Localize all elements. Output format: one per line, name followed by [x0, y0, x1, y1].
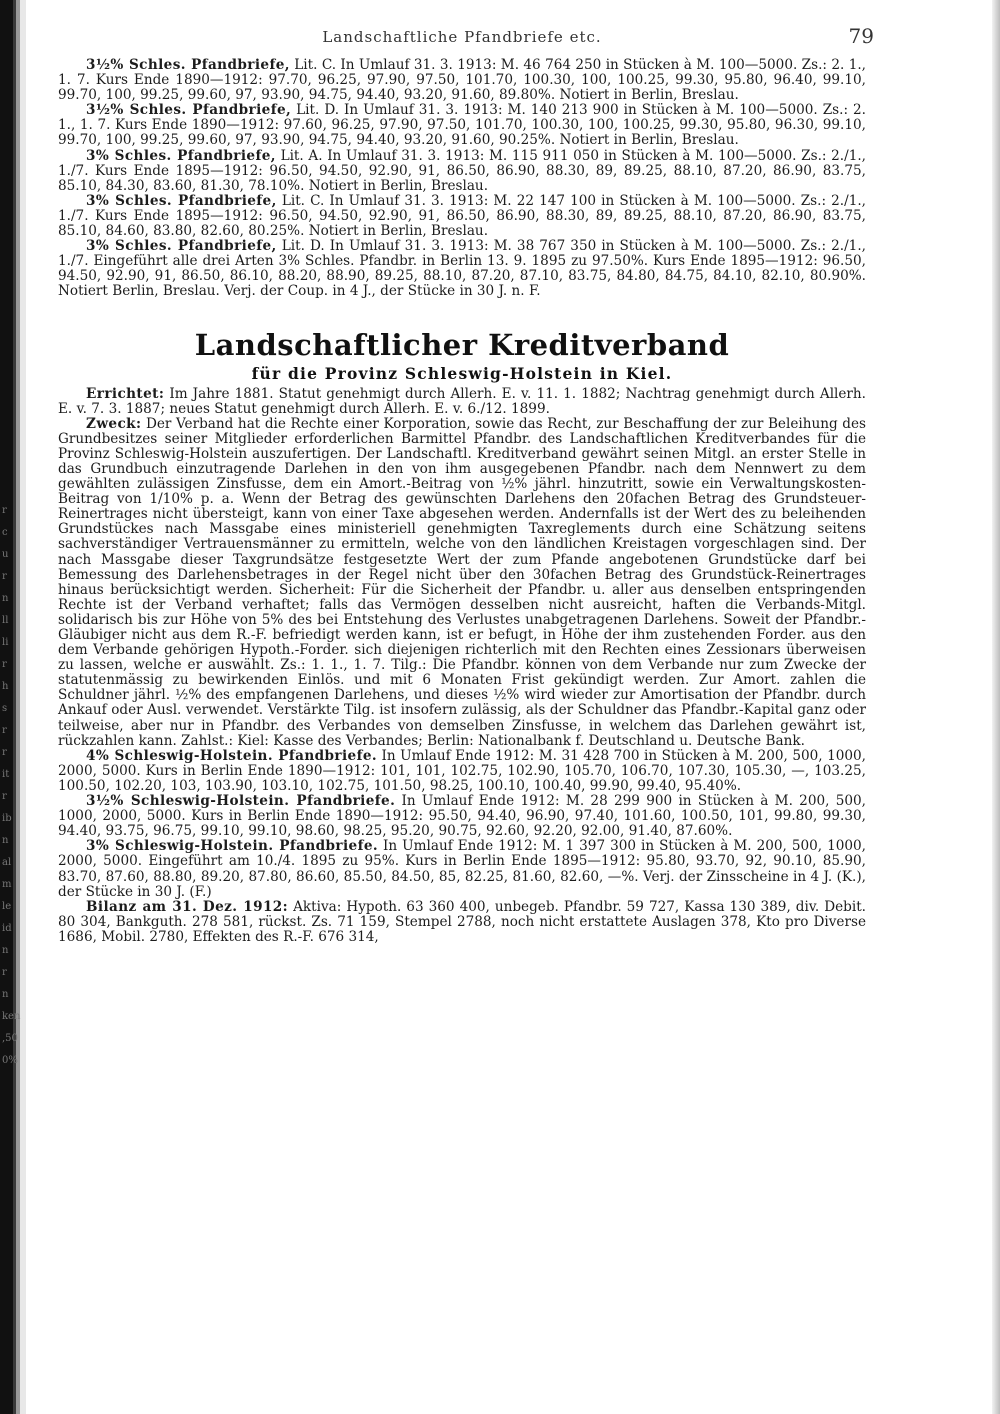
gutter-fragment: r: [2, 967, 7, 978]
paragraph-text: Der Verband hat die Rechte einer Korporation, sowie das Recht, zur Beschaffung der zur Beleihung des Grundbesitzes seiner Mitglieder erforderlichen Barmittel Pfandbr. des Landschaftlichen Kreditverbandes für die Provinz Schleswig-Holstein auszufertigen. Der Landschaftl. Kreditverband gewährt seinen Mitgl. an erster Stelle in das Grundbuch einzutragende Darlehen in den von ihm ausgegebenen Pfandbr. nach dem Nennwert zu dem gewählten zulässigen Zinsfusse, dem ein Amort.-Beitrag von ½% jährl. hinzutritt, sowie ein Verwaltungskosten-Beitrag von 1/10% p. a. Wenn der Betrag des gewünschten Darlehens den 20fachen Betrag des Grundsteuer-Reinertrages nicht übersteigt, kann von einer Taxe abgesehen werden. Andernfalls ist der Wert des zu beleihenden Grundstückes nach Massgabe eines ministeriell genehmigten Taxreglements durch eine Schätzung seitens sachverständiger Vertrauensmänner zu ermitteln, welche von den ländlichen Kreistagen vorgeschlagen sind. Der nach Massgabe dieser Taxgrundsätze festgesetzte Wert der zum Pfande angebotenen Grundstücke darf bei Bemessung des Darlehensbetrages in der Regel nicht über den 30fachen Betrag des Grundstück-Reinertrages hinaus berücksichtigt werden. Sicherheit: Für die Sicherheit der Pfandbr. u. aller aus denselben entspringenden Rechte ist der Verband verhaftet; falls das Vermögen desselben nicht ausreicht, haften die Verbands-Mitgl. solidarisch bis zur Höhe von 5% des bei Entstehung des Verlustes unabgetragenen Darlehens. Soweit der Pfandbr.-Gläubiger nicht aus dem R.-F. befriedigt werden kann, ist er befugt, in Höhe der ihm zustehenden Forder. aus den dem Verbande gehörigen Hypoth.-Forder. sich diejenigen richterlich mit den Rechten eines Zessionars überweisen zu lassen, welche er auswählt. Zs.: 1. 1., 1. 7. Tilg.: Die Pfandbr. können von dem Verbande nur zum Zwecke der statutenmässig zu bewirkenden Einlös. und mit 6 Monaten Frist gekündigt werden. Zur Amort. zahlen die Schuldner jährl. ½% des empfangenen Darlehens, und dieses ½% wird wieder zur Amortisation der Pfandbr. durch Ankauf oder Ausl. verwendet. Verstärkte Tilg. ist insofern zulässig, als der Schuldner das Pfandbr.-Kapital ganz oder teilweise, aber nur in Pfandbr. des Verbandes von demselben Zinsfusse, in welchem das Darlehen gewährt ist, rückzahlen kann. Zahlst.: Kiel: Kasse des Verbandes; Berlin: Nationalbank f. Deutschland u. Deutsche Bank.: [58, 415, 866, 749]
gutter-fragments: [0, 500, 28, 1400]
entry-body: In Umlauf Ende 1912: M. 28 299 900 in Stücken à M. 200, 500, 1000, 2000, 5000. Kurs in Berlin Ende 1890—1912: 95.50, 94.40, 96.90, 97.40, 101.60, 100.50, 101, 99.80, 99.30, 94.40, 93.75, 96.75, 99.10, 99.10, 98.60, 98.25, 95.20, 90.75, 92.60, 92.20, 92.00, 91.40, 87.60%.: [58, 793, 866, 840]
gutter-fragment: n: [2, 945, 9, 956]
gutter-fragment: r: [2, 505, 7, 516]
gutter-fragment: ken: [2, 1011, 21, 1022]
entry-body: In Umlauf Ende 1912: M. 31 428 700 in Stücken à M. 200, 500, 1000, 2000, 5000. Kurs in Berlin Ende 1890—1912: 101, 101, 102.75, 102.90, 105.70, 106.70, 107.30, 105.30, —, 103.25, 100.50, 102.20, 103, 103.90, 103.10, 102.75, 101.50, 98.25, 100.10, 100.40, 99.90, 99.40, 95.40%.: [58, 747, 866, 794]
gutter-fragment: it: [2, 769, 10, 780]
running-title: Landschaftliche Pfandbriefe etc.: [322, 28, 602, 46]
gutter-fragment: s: [2, 703, 8, 714]
entry-body: Lit. C. In Umlauf 31. 3. 1913: M. 46 764 250 in Stücken à M. 100—5000. Zs.: 2. 1., 1. 7. Kurs Ende 1890—1912: 97.70, 96.25, 97.90, 97.50, 101.70, 100.30, 100, 100.25, 99.30, 95.80, 96.40, 99.10, 99.70, 100, 99.25, 99.60, 97, 93.90, 94.75, 94.40, 93.20, 91.60, 89.80%. Notiert in Berlin, Breslau.: [58, 57, 867, 104]
page-header: [58, 24, 874, 58]
gutter-fragment: n: [2, 989, 9, 1000]
gutter-fragment: r: [2, 659, 7, 670]
gutter-fragment: u: [2, 549, 9, 560]
bond-entry: [58, 839, 866, 899]
entry-title: 4% Schleswig-Holstein. Pfandbriefe.: [86, 747, 378, 764]
gutter-fragment: 0%: [2, 1055, 18, 1066]
gutter-fragment: id: [2, 923, 12, 934]
bond-entry: [58, 794, 866, 839]
page-edge-shadow: [992, 0, 1000, 1414]
document-page: [58, 24, 874, 945]
bond-entry: [58, 194, 866, 239]
gutter-fragment: r: [2, 791, 7, 802]
entry-title: 3% Schles. Pfandbriefe,: [86, 192, 277, 209]
paragraph-purpose: [58, 417, 866, 749]
section-title: Landschaftlicher Kreditverband: [194, 327, 730, 362]
entry-body: Lit. A. In Umlauf 31. 3. 1913: M. 115 911 050 in Stücken à M. 100—5000. Zs.: 2./1., 1./7. Kurs Ende 1895—1912: 96.50, 94.50, 92.90, 91, 86.50, 86.90, 88.30, 89, 89.25, 88.10, 87.20, 86.90, 83.75, 85.10, 84.30, 83.60, 81.30, 78.10%. Notiert in Berlin, Breslau.: [58, 147, 866, 194]
page-number: 79: [848, 24, 874, 48]
entry-title: 3% Schles. Pfandbriefe,: [86, 147, 276, 164]
entry-title: 3% Schleswig-Holstein. Pfandbriefe.: [86, 838, 379, 855]
gutter-fragment: le: [2, 901, 12, 912]
section-subtitle: für die Provinz Schleswig-Holstein in Kiel.: [251, 363, 673, 383]
gutter-fragment: r: [2, 725, 7, 736]
entry-title: 3½% Schleswig-Holstein. Pfandbriefe.: [86, 793, 396, 810]
bond-entry: [58, 239, 866, 299]
bond-entry: [58, 58, 866, 103]
gutter-fragment: h: [2, 681, 9, 692]
gutter-fragment: ib: [2, 813, 12, 824]
gutter-fragment: c: [2, 527, 8, 538]
bond-entry: [58, 149, 866, 194]
entry-body: In Umlauf Ende 1912: M. 1 397 300 in Stücken à M. 200, 500, 1000, 2000, 5000. Eingeführt am 10./4. 1895 zu 95%. Kurs in Berlin Ende 1895—1912: 95.80, 93.70, 92, 90.10, 85.90, 83.70, 87.60, 88.80, 89.20, 87.80, 86.60, 85.50, 84.50, 85, 82.25, 81.60, 82.60, —%. Verj. der Zinsscheine in 4 J. (K.), der Stücke in 30 J. (F.): [58, 838, 867, 900]
gutter-fragment: n: [2, 835, 9, 846]
gutter-fragment: li: [2, 637, 9, 648]
gutter-fragment: n: [2, 593, 9, 604]
entry-title: Bilanz am 31. Dez. 1912:: [86, 898, 289, 915]
entry-body: Lit. D. In Umlauf 31. 3. 1913: M. 38 767 350 in Stücken à M. 100—5000. Zs.: 2./1., 1./7. Eingeführt alle drei Arten 3% Schles. Pfandbr. in Berlin 13. 9. 1895 zu 97.50%. Kurs Ende 1895—1912: 96.50, 94.50, 92.90, 91, 86.50, 86.10, 88.20, 88.90, 89.25, 88.10, 87.20, 87.10, 83.75, 84.80, 84.75, 84.10, 82.10, 80.90%. Notiert Berlin, Breslau. Verj. der Coup. in 4 J., der Stücke in 30 J. n. F.: [58, 238, 866, 300]
gutter-fragment: ll: [2, 615, 9, 626]
gutter-fragment: r: [2, 571, 7, 582]
paragraph-text: Im Jahre 1881. Statut genehmigt durch Allerh. E. v. 11. 1. 1882; Nachtrag genehmigt durch Allerh. E. v. 7. 3. 1887; neues Statut genehmigt durch Allerh. E. v. 6./12. 1899.: [58, 385, 867, 417]
gutter-fragment: r: [2, 747, 7, 758]
paragraph-established: [58, 387, 866, 417]
gutter-fragment: al: [2, 857, 12, 868]
bond-entry: [58, 103, 866, 148]
entry-body: Aktiva: Hypoth. 63 360 400, unbegeb. Pfandbr. 59 727, Kassa 130 389, div. Debit. 80 304, Bankguth. 278 581, rückst. Zs. 71 159, Stempel 2788, noch nicht erstattete Auslagen 378, Kto pro Diverse 1686, Mobil. 2780, Effekten des R.-F. 676 314,: [58, 898, 866, 945]
gutter-fragment: ,50: [2, 1033, 18, 1044]
entry-title: 3% Schles. Pfandbriefe,: [86, 238, 277, 255]
entry-body: Lit. D. In Umlauf 31. 3. 1913: M. 140 213 900 in Stücken à M. 100—5000. Zs.: 2. 1., 1. 7. Kurs Ende 1890—1912: 97.60, 96.25, 97.90, 97.50, 101.70, 100.30, 100, 100.25, 99.30, 95.80, 96.30, 99.10, 99.70, 100, 99.25, 99.60, 97, 93.90, 94.75, 94.40, 93.20, 91.60, 90.25%. Notiert in Berlin, Breslau.: [58, 102, 867, 149]
entry-title: 3½% Schles. Pfandbriefe,: [86, 57, 290, 73]
entry-body: Lit. C. In Umlauf 31. 3. 1913: M. 22 147 100 in Stücken à M. 100—5000. Zs.: 2./1., 1./7. Kurs Ende 1895—1912: 96.50, 94.50, 92.90, 91, 86.50, 86.90, 88.30, 89, 89.25, 88.10, 87.20, 86.90, 83.75, 85.10, 84.60, 83.80, 82.60, 80.25%. Notiert in Berlin, Breslau.: [58, 192, 866, 240]
gutter-fragment: m: [2, 879, 12, 890]
balance-sheet-entry: [58, 900, 866, 945]
bond-entry: [58, 749, 866, 794]
paragraph-label: Errichtet:: [86, 385, 165, 402]
paragraph-label: Zweck:: [86, 415, 142, 432]
entry-title: 3½% Schles. Pfandbriefe,: [86, 102, 292, 119]
